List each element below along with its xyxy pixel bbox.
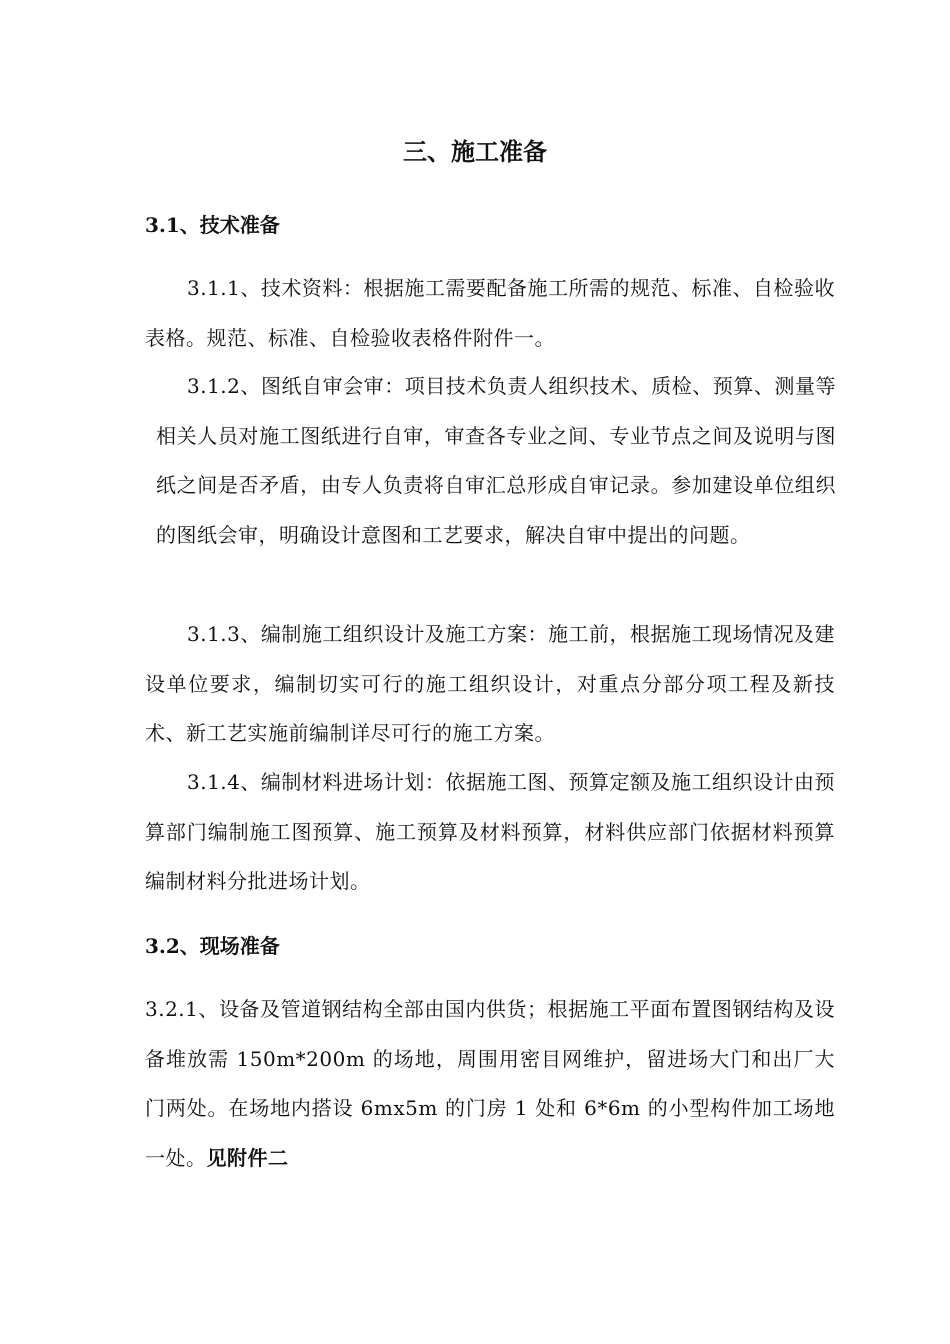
paragraph-3-1-1: 3.1.1、技术资料：根据施工需要配备施工所需的规范、标准、自检验收表格。规范、标准、自检验收表格件附件一。 (145, 276, 835, 350)
paragraph-3-2-1 (145, 985, 835, 1183)
section-heading-3-1: 3.1、技术准备 (145, 213, 280, 237)
paragraph-3-1-2: 3.1.2、图纸自审会审：项目技术负责人组织技术、质检、预算、测量等相关人员对施工图纸进行自审，审查各专业之间、专业节点之间及说明与图纸之间是否矛盾，由专人负责将自审汇总形成自审记录。参加建设单位组织的图纸会审，明确设计意图和工艺要求，解决自审中提出的问题。 (156, 374, 836, 547)
paragraph-3-1-4: 3.1.4、编制材料进场计划：依据施工图、预算定额及施工组织设计由预算部门编制施工图预算、施工预算及材料预算，材料供应部门依据材料预算编制材料分批进场计划。 (145, 770, 835, 893)
page-title: 三、施工准备 (403, 137, 547, 166)
section-heading-3-2: 3.2、现场准备 (145, 934, 280, 958)
paragraph-3-1-3: 3.1.3、编制施工组织设计及施工方案：施工前，根据施工现场情况及建设单位要求，编制切实可行的施工组织设计，对重点分部分项工程及新技术、新工艺实施前编制详尽可行的施工方案。 (145, 622, 835, 745)
paragraph-3-2-1-text: 3.2.1、设备及管道钢结构全部由国内供货；根据施工平面布置图钢结构及设备堆放需 150m*200m 的场地，周围用密目网维护，留进场大门和出厂大门两处。在场地内搭设 6mx5m 的门房 1 处和 6*6m 的小型构件加工场地一处。 (145, 997, 835, 1170)
appendix-reference: 见附件二 (206, 1145, 289, 1170)
